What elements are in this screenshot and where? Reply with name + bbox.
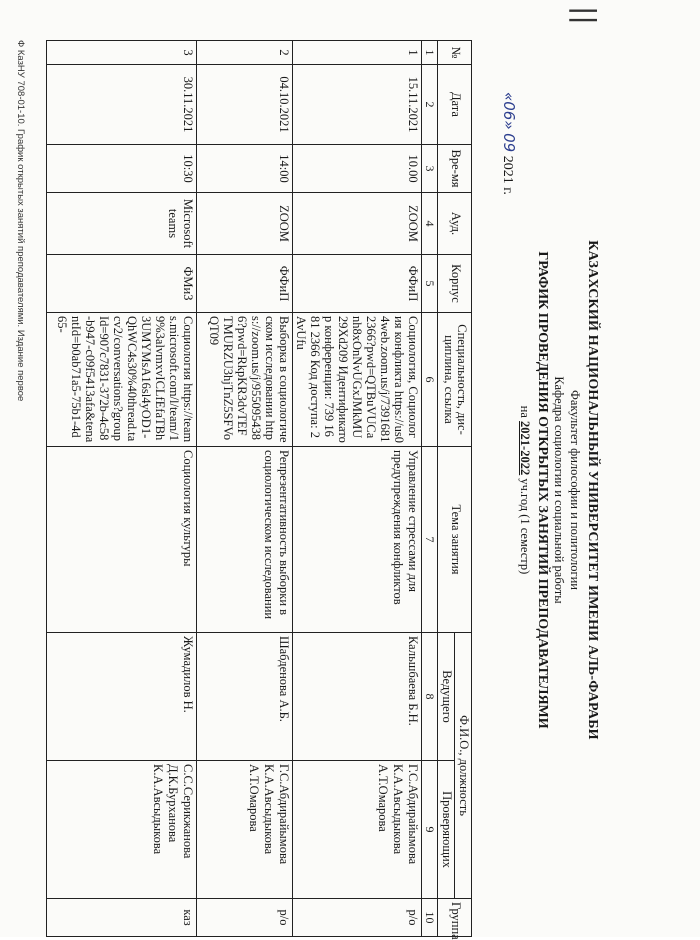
row-date: 15.11.2021	[293, 65, 422, 145]
table-row	[197, 41, 293, 937]
row-building: ФФиП	[293, 255, 422, 313]
handwritten-mark: ||	[569, 6, 602, 25]
column-number-row	[422, 41, 438, 937]
row-topic: Управление стрессами для предупреждения конфликтов	[293, 447, 422, 633]
col-group: Группа	[438, 899, 472, 937]
col-number: 9	[422, 761, 438, 899]
col-number: 10	[422, 899, 438, 937]
col-building: Корпус	[438, 255, 472, 313]
row-time: 14:00	[197, 145, 293, 193]
document-footer: Ф КазНУ 708-01-10. График открытых занятий преподавателями. Издание первое	[15, 40, 26, 402]
col-number: 7	[422, 447, 438, 633]
university-name: КАЗАХСКИЙ НАЦИОНАЛЬНЫЙ УНИВЕРСИТЕТ ИМЕНИ АЛЬ-ФАРАБИ	[585, 240, 600, 740]
row-time: 10.00	[293, 145, 422, 193]
date-year: 2021 г.	[500, 155, 515, 195]
col-date: Дата	[438, 65, 472, 145]
row-building: ФФиП	[197, 255, 293, 313]
col-number: 5	[422, 255, 438, 313]
row-check: Г.С.Абдирайымова К.А.Авсыдыкова А.Т.Омарова	[293, 761, 422, 899]
row-date: 04.10.2021	[197, 65, 293, 145]
row-time: 10:30	[47, 145, 197, 193]
row-check: Г.С.Абдирайымова К.А.Авсыдыкова А.Т.Омарова	[197, 761, 293, 899]
row-specialty: Социология https://teams.microsoft.com/l/team/19%3alvmxvICLfEfaTBh3UMYMsA16sl4yOD1-QhWC4s30%40thread.tacv2/conversations?groupId=907c7831-372b-4c58-b947-c09f5413afa&tenantId=b0ab71a5-75b1-4d65-	[47, 313, 197, 447]
col-number: 8	[422, 633, 438, 761]
row-topic: Социология культуры	[47, 447, 197, 633]
period-suffix: уч.год (1 семестр)	[518, 478, 532, 575]
schedule-table	[32, 40, 472, 940]
row-building: ФМиЗ	[47, 255, 197, 313]
col-specialty: Специальность, дис-циплина, ссылка	[438, 313, 472, 447]
rotated-document	[15, 6, 604, 940]
row-room: ZOOM	[293, 193, 422, 255]
document-title: ГРАФИК ПРОВЕДЕНИЯ ОТКРЫТЫХ ЗАНЯТИЙ ПРЕПОДАВАТЕЛЯМИ	[535, 251, 550, 729]
col-room: Ауд.	[438, 193, 472, 255]
academic-period	[517, 40, 532, 940]
col-number: 2	[422, 65, 438, 145]
row-group: р/о	[197, 899, 293, 937]
row-num: 3	[47, 41, 197, 65]
col-fio: Ф.И.О., должность	[455, 633, 472, 899]
col-num: №	[438, 41, 472, 65]
row-group: каз	[47, 899, 197, 937]
row-num: 2	[197, 41, 293, 65]
document-header	[472, 40, 604, 940]
date-month: 09	[500, 133, 518, 153]
document-date	[499, 92, 518, 195]
row-room: ZOOM	[197, 193, 293, 255]
row-date: 30.11.2021	[47, 65, 197, 145]
period-year: 2021-2022	[518, 421, 532, 476]
col-number: 3	[422, 145, 438, 193]
date-day: «06»	[500, 92, 518, 130]
row-specialty: Социология, Социология конфликта https://us04web.zoom.us/j/73916812366?pwd=QTBuVUCanh8xOnNvUGxJMkMU29Xd209 Идентификатор конференции: 739 1681 2366 Код доступа: 2AvUfu	[293, 313, 422, 447]
col-number: 1	[422, 41, 438, 65]
row-topic: Репрезентативность выборки в социологическом исследовании	[197, 447, 293, 633]
col-lead: Ведущего	[438, 633, 455, 761]
row-lead: Кальшбаева Б.Н.	[293, 633, 422, 761]
row-lead: Жумадилов Н.	[47, 633, 197, 761]
row-room: Microsoft teams	[47, 193, 197, 255]
row-lead: Шабденова А.Б.	[197, 633, 293, 761]
period-prefix: на	[518, 405, 532, 418]
department-name: Кафедра социологии и социальной работы	[552, 376, 566, 604]
table-row	[293, 41, 422, 937]
table-row	[47, 41, 197, 937]
row-num: 1	[293, 41, 422, 65]
header-row	[455, 41, 472, 937]
col-number: 6	[422, 313, 438, 447]
col-time: Вре-мя	[438, 145, 472, 193]
col-check: Проверяющих	[438, 761, 455, 899]
faculty-name: Факультет философии и политологии	[568, 390, 582, 590]
row-check: С.С.Серикжанова Д.К.Бурханова К.А.Авсыдыкова	[47, 761, 197, 899]
col-number: 4	[422, 193, 438, 255]
col-topic: Тема занятия	[438, 447, 472, 633]
row-group: р/о	[293, 899, 422, 937]
row-specialty: Выборка в социологическом исследовании https://zoom.us/j/9550954386?pwd=RkpKR3dvTEFTMURZU3hjTnZ5SFVoQT09	[197, 313, 293, 447]
